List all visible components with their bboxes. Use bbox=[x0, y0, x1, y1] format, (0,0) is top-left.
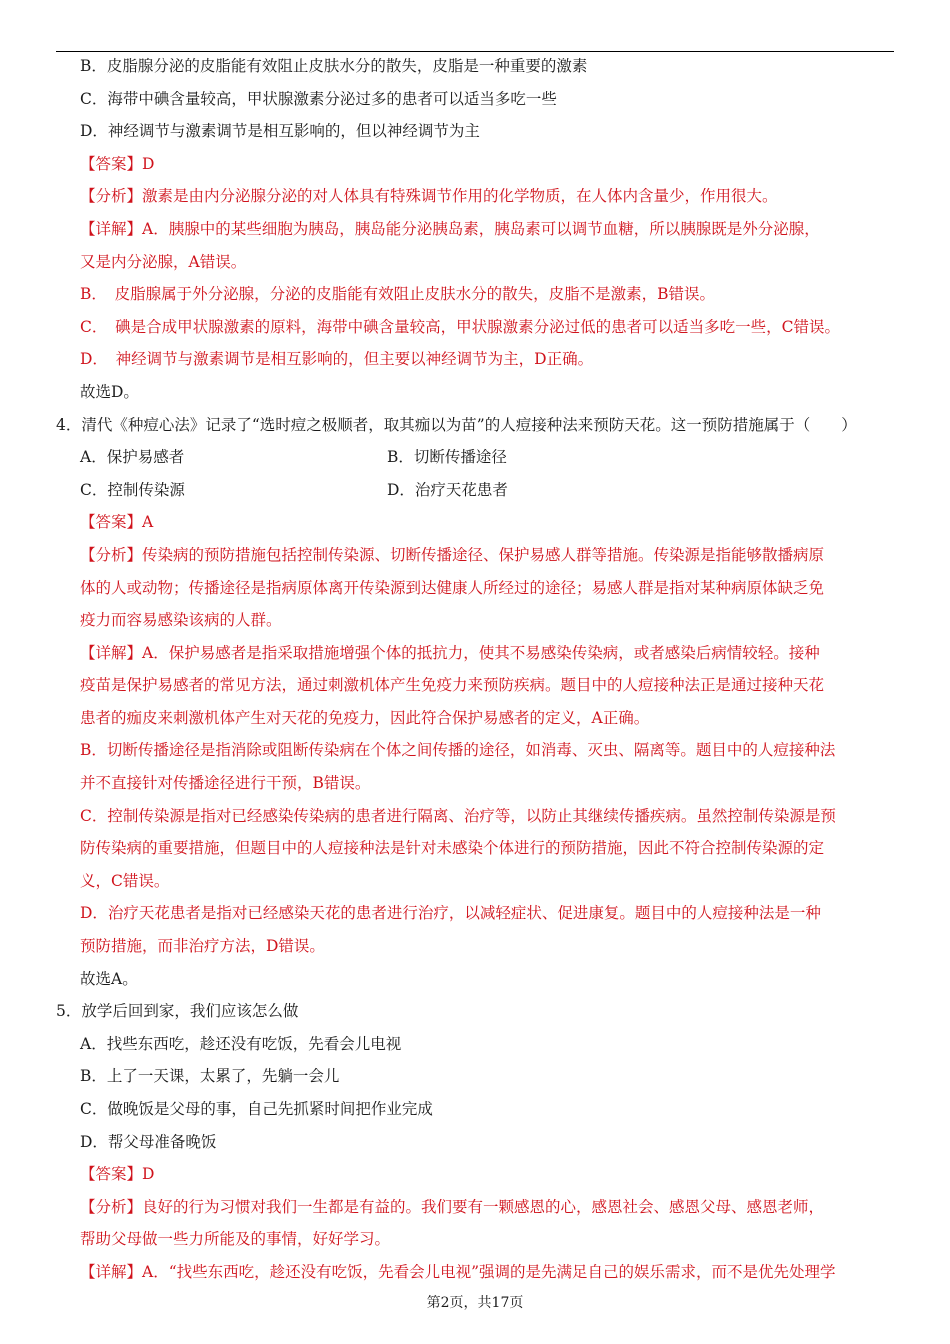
q4-analysis-line: 【分析】传染病的预防措施包括控制传染源、切断传播途径、保护易感人群等措施。传染源是指能够散播病原 bbox=[80, 545, 825, 564]
page-content bbox=[56, 50, 902, 1289]
q5-option-b: B．上了一天课，太累了，先躺一会儿 bbox=[80, 1067, 340, 1086]
page-footer: 第2页，共17页 bbox=[426, 1295, 524, 1311]
q5-answer: 【答案】D bbox=[80, 1165, 155, 1184]
q3-analysis: 【分析】激素是由内分泌腺分泌的对人体具有特殊调节作用的化学物质，在人体内含量少，作用很大。 bbox=[80, 187, 778, 206]
q4-detail-line: 患者的痂皮来刺激机体产生对天花的免疫力，因此符合保护易感者的定义，A正确。 bbox=[80, 708, 650, 727]
q4-analysis-line: 体的人或动物；传播途径是指病原体离开传染源到达健康人所经过的途径；易感人群是指对某种病原体缺乏免 bbox=[80, 578, 825, 597]
q4-detail-line: 义，C错误。 bbox=[80, 871, 170, 890]
q4-option-b: B．切断传播途径 bbox=[387, 448, 507, 467]
q3-detail-line: B． 皮脂腺属于外分泌腺，分泌的皮脂能有效阻止皮肤水分的散失，皮脂不是激素，B错误。 bbox=[80, 285, 716, 304]
q3-conclusion: 故选D。 bbox=[80, 382, 139, 401]
q4-detail-line: C．控制传染源是指对已经感染传染病的患者进行隔离、治疗等，以防止其继续传播疾病。虽然控制传染源是预 bbox=[80, 806, 836, 825]
q4-detail-line: 并不直接针对传播途径进行干预，B错误。 bbox=[80, 774, 371, 793]
q4-conclusion: 故选A。 bbox=[80, 969, 138, 988]
q4-detail-line: B．切断传播途径是指消除或阻断传染病在个体之间传播的途径，如消毒、灭虫、隔离等。题目中的人痘接种法 bbox=[80, 741, 836, 760]
q3-option-b: B．皮脂腺分泌的皮脂能有效阻止皮肤水分的散失，皮脂是一种重要的激素 bbox=[80, 57, 588, 75]
q4-detail-line: D．治疗天花患者是指对已经感染天花的患者进行治疗，以减轻症状、促进康复。题目中的人痘接种法是一种 bbox=[80, 904, 821, 923]
q3-detail-line: C． 碘是合成甲状腺激素的原料，海带中碘含量较高，甲状腺激素分泌过低的患者可以适当多吃一些，C错误。 bbox=[80, 317, 840, 336]
q5-option-a: A．找些东西吃，趁还没有吃饭，先看会儿电视 bbox=[80, 1034, 402, 1053]
q5-option-c: C．做晚饭是父母的事，自己先抓紧时间把作业完成 bbox=[80, 1100, 433, 1118]
q3-option-d: D．神经调节与激素调节是相互影响的，但以神经调节为主 bbox=[80, 122, 480, 141]
q5-stem: 5．放学后回到家，我们应该怎么做 bbox=[56, 1002, 299, 1021]
q4-stem: 4．清代《种痘心法》记录了“选时痘之极顺者，取其痂以为苗”的人痘接种法来预防天花。这一预防措施属于（ ） bbox=[56, 415, 857, 434]
q4-option-d: D．治疗天花患者 bbox=[387, 480, 508, 499]
q4-detail-line: 疫苗是保护易感者的常见方法，通过刺激机体产生免疫力来预防疾病。题目中的人痘接种法正是通过接种天花 bbox=[80, 676, 825, 695]
q4-analysis-line: 疫力而容易感染该病的人群。 bbox=[80, 611, 282, 630]
q3-answer: 【答案】D bbox=[80, 154, 155, 173]
q5-analysis-line: 帮助父母做一些力所能及的事情，好好学习。 bbox=[80, 1230, 391, 1249]
q4-answer: 【答案】A bbox=[80, 513, 154, 532]
q5-analysis-line: 【分析】良好的行为习惯对我们一生都是有益的。我们要有一颗感恩的心，感恩社会、感恩父母、感恩老师， bbox=[80, 1197, 825, 1216]
q4-option-c: C．控制传染源 bbox=[80, 480, 185, 499]
q4-option-a: A．保护易感者 bbox=[80, 448, 185, 467]
q4-options-row-1 bbox=[56, 441, 902, 474]
q4-options-row-2 bbox=[56, 474, 902, 507]
q5-option-d: D．帮父母准备晚饭 bbox=[80, 1132, 217, 1151]
q5-detail-line: 【详解】A．“找些东西吃，趁还没有吃饭，先看会儿电视”强调的是先满足自己的娱乐需求，而不是优先处理学 bbox=[80, 1262, 836, 1281]
q3-detail-line: 【详解】A．胰腺中的某些细胞为胰岛，胰岛能分泌胰岛素，胰岛素可以调节血糖，所以胰腺既是外分泌腺， bbox=[80, 219, 820, 238]
q4-detail-line: 防传染病的重要措施，但题目中的人痘接种法是针对未感染个体进行的预防措施，因此不符合控制传染源的定 bbox=[80, 839, 825, 858]
q3-option-c: C．海带中碘含量较高，甲状腺激素分泌过多的患者可以适当多吃一些 bbox=[80, 89, 557, 108]
q4-detail-line: 【详解】A．保护易感者是指采取措施增强个体的抵抗力，使其不易感染传染病，或者感染后病情较轻。接种 bbox=[80, 643, 820, 662]
q4-detail-line: 预防措施，而非治疗方法，D错误。 bbox=[80, 937, 325, 956]
q3-detail-line: D． 神经调节与激素调节是相互影响的，但主要以神经调节为主，D正确。 bbox=[80, 350, 594, 369]
q3-detail-line: 又是内分泌腺，A错误。 bbox=[80, 252, 247, 271]
